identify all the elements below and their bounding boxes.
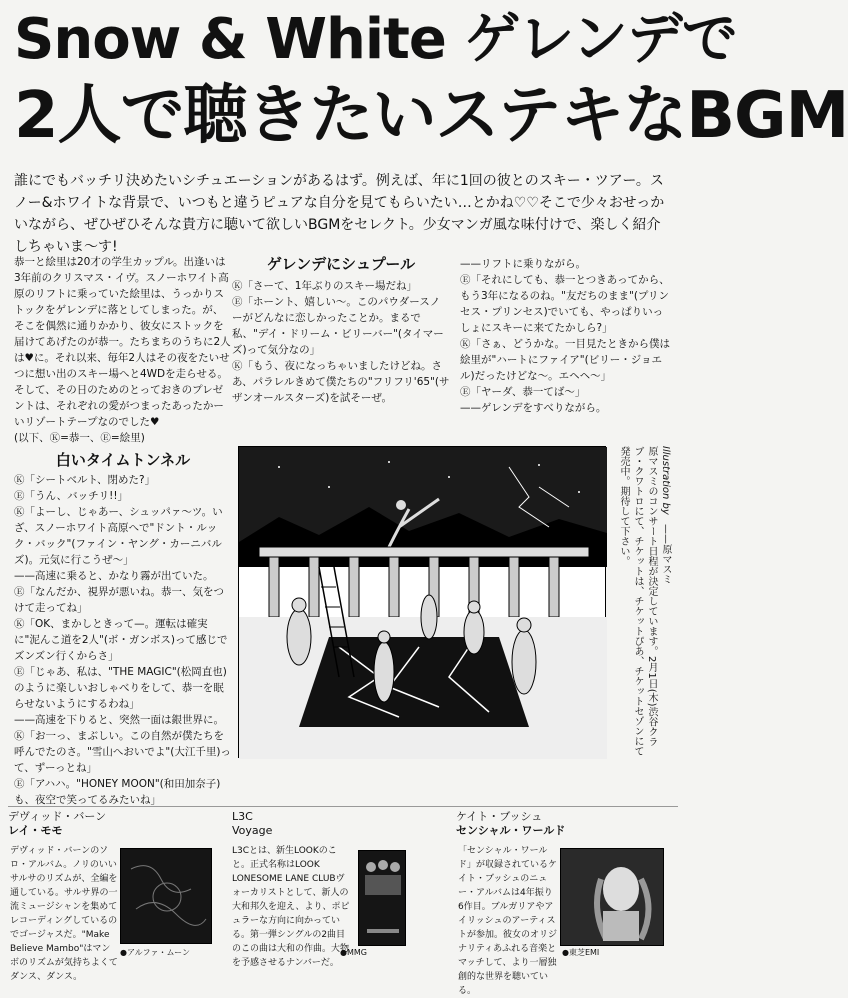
lead-paragraph: 誰にでもバッチリ決めたいシチュエーションがあるはず。例えば、年に1回の彼とのスキー・ツアー。スノー&ホワイトな背景で、いつもと違うピュアな自分を見てもらいたい…とかね♡♡そこで少々おせっかいながら、ぜひぜひそんな貴方に聴いて欲しいBGMをセレクト。少女マンガ風な味付けで、楽しく紹介しちゃいま〜す!	[14, 173, 665, 255]
album-cover	[120, 848, 212, 944]
illustrator-name: ——原マスミ	[660, 524, 671, 585]
record-label: ●東芝EMI	[562, 948, 600, 957]
dialogue-line: Ⓔ「アハハ。"HONEY MOON"(和田加奈子)も、夜空で笑ってるみたいね」	[14, 778, 221, 806]
dialogue-line: Ⓔ「なんだか、視界が悪いね。恭一、気をつけて走ってね」	[14, 586, 224, 614]
review-artist: ケイト・ブッシュ	[456, 810, 543, 823]
section-title-slope: ゲレンデにシュプール	[266, 255, 416, 273]
review-kate-bush	[456, 810, 678, 996]
dialogue-line: ——高速を下りると、突然一面は銀世界に。	[14, 714, 224, 726]
review-david-byrne	[8, 810, 224, 982]
album-cover	[560, 848, 664, 946]
record-label: ●アルファ・ムーン	[120, 948, 190, 957]
dialogue-line: Ⓔ「うん、バッチリ!!」	[14, 490, 129, 502]
album-cover-art	[561, 849, 665, 947]
dialogue-line: Ⓔ「それにしても、恭一とつきあってから、もう3年になるのね。"友だちのまま"(プリンセス・プリンセス)でいても、やっぱりいっしょにスキーに来てたかしら?」	[460, 274, 670, 334]
dialogue-line: Ⓚ「さぁ、どうかな。一目見たときから僕は絵里が"ハートにファイア"(ビリー・ジョエル)だったけどな〜。エヘヘ〜」	[460, 338, 670, 382]
headline-line-1: Snow & White ゲレンデで	[14, 7, 737, 72]
section-title-time-tunnel: 白いタイムトンネル	[55, 451, 191, 469]
dialogue-line: Ⓚ「OK、まかしときって—。運転は確実に"泥んこ道を2人"(ボ・ガンボス)って感じでズンズン行くからさ」	[14, 618, 228, 662]
review-body: 「センシャル・ワールド」が収録されているケイト・ブッシュのニュー・アルバムは4年振り6作目。ブルガリアやアイリッシュのアーティストが参加。彼女のオリジナリティあふれる音楽とマッチして、より一層独創的な世界を聴いている。	[458, 846, 558, 996]
album-cover-art	[359, 851, 407, 947]
review-body: L3Cとは、新生LOOKのこと。正式名称はLOOK LONESOME LANE CLUBヴォーカリストとして、新人の大和邦久を迎え、より、ポピュラーな方向に向かっている。第一弾シングルの2曲目のこの曲は大和の作曲。大物を予感させるナンバーだ。	[232, 846, 350, 968]
illustration-by-label: Illustration by	[660, 446, 671, 515]
concert-note: 原マスミのコンサート日程が決定しています。2月1日(木)渋谷クラブ・クワトロにて、チケットは、チケットぴあ、チケットセゾンにて発売中。期待して下さい。	[618, 446, 657, 756]
section-2-column	[232, 256, 450, 406]
dialogue-line: Ⓔ「ホーント、嬉しい〜。このパウダースノーがどんなに恋しかったことか。まるで私、"デイ・ドリーム・ビリーバー"(タイマーズ)って気分なの」	[232, 296, 444, 356]
dialogue-line: Ⓚ「さーて、1年ぶりのスキー場だね」	[232, 280, 417, 292]
dialogue-line: ——高速に乗ると、かなり霧が出ていた。	[14, 570, 214, 582]
review-artist: デヴィッド・バーン	[8, 810, 107, 823]
dialogue-line: ——リフトに乗りながら。	[460, 258, 586, 270]
review-artist: L3C	[232, 810, 253, 823]
record-label: ●MMG	[340, 948, 367, 957]
review-l3c	[232, 810, 452, 968]
review-title: センシャル・ワールド	[456, 824, 566, 837]
headline-line-2: 2人で聴きたいステキなBGM	[14, 79, 848, 153]
review-title: Voyage	[232, 824, 273, 837]
section-3-column	[460, 256, 672, 416]
dialogue-line: Ⓚ「お一っ、まぶしい。この自然が僕たちを呼んでたのさ。"雪山へおいでよ"(大江千里)って、ずーっとね」	[14, 730, 231, 774]
character-legend: (以下、Ⓚ=恭一、Ⓔ=絵里)	[14, 432, 145, 444]
dialogue-line: Ⓚ「よーし、じゃあー、シュッパァ〜ツ。いざ、スノーホワイト高原へで"ドント・ルック・バック"(ファイン・ヤング・カーニバルズ)。元気に行こうぜ〜」	[14, 506, 223, 566]
dialogue-line: ——ゲレンデをすべりながら。	[460, 402, 607, 414]
illustration-credit	[612, 446, 672, 758]
divider	[8, 806, 678, 807]
dialogue-line: Ⓚ「シートベルト、閉めた?」	[14, 474, 156, 486]
album-cover-art	[121, 849, 213, 945]
dialogue-line: Ⓚ「もう、夜になっちゃいましたけどね。さあ、パラレルきめて僕たちの"フリフリ'65"(サザンオールスターズ)を試そーぜ。	[232, 360, 450, 404]
album-cover	[358, 850, 406, 946]
illustration-night-pool	[238, 446, 606, 758]
review-body: デヴィッド・バーンのソロ・アルバム。ノリのいいサルサのリズムが、全編を通している。サルサ界の一流ミュージシャンを集めてレコーディングしているのでゴージャスだ。"Make Believe Mambo"はマンボのリズムが気持ちよくてダンス、ダンス。	[10, 846, 118, 982]
dialogue-line: Ⓔ「じゃあ、私は、"THE MAGIC"(松岡直也)のように楽しいおしゃべりをして、恭一を眠らせないようにするわね」	[14, 666, 227, 710]
intro-paragraph: 恭一と絵里は20才の学生カップル。出逢いは3年前のクリスマス・イヴ。スノーホワイト高原のリフトに乗っていた絵里は、うっかりストックをゲレンデに落としてしまった。が、そこを偶然に通りかかり、彼女にストックを届けてあげたのが恭一。たちまちのうちに2人は♥に。それ以来、毎年2人はその夜をたいせつに想い出のスキー場へと4WDを走らせる。そして、その日のためのとっておきのプレゼントは、それぞれの愛がつまったあったかーいリゾートテープなのでした♥	[14, 256, 231, 428]
illustration-drawing	[239, 447, 607, 759]
dialogue-line: Ⓔ「ヤーダ、恭一てば〜」	[460, 386, 586, 398]
review-title: レイ・モモ	[8, 824, 63, 837]
intro-column	[14, 254, 232, 808]
